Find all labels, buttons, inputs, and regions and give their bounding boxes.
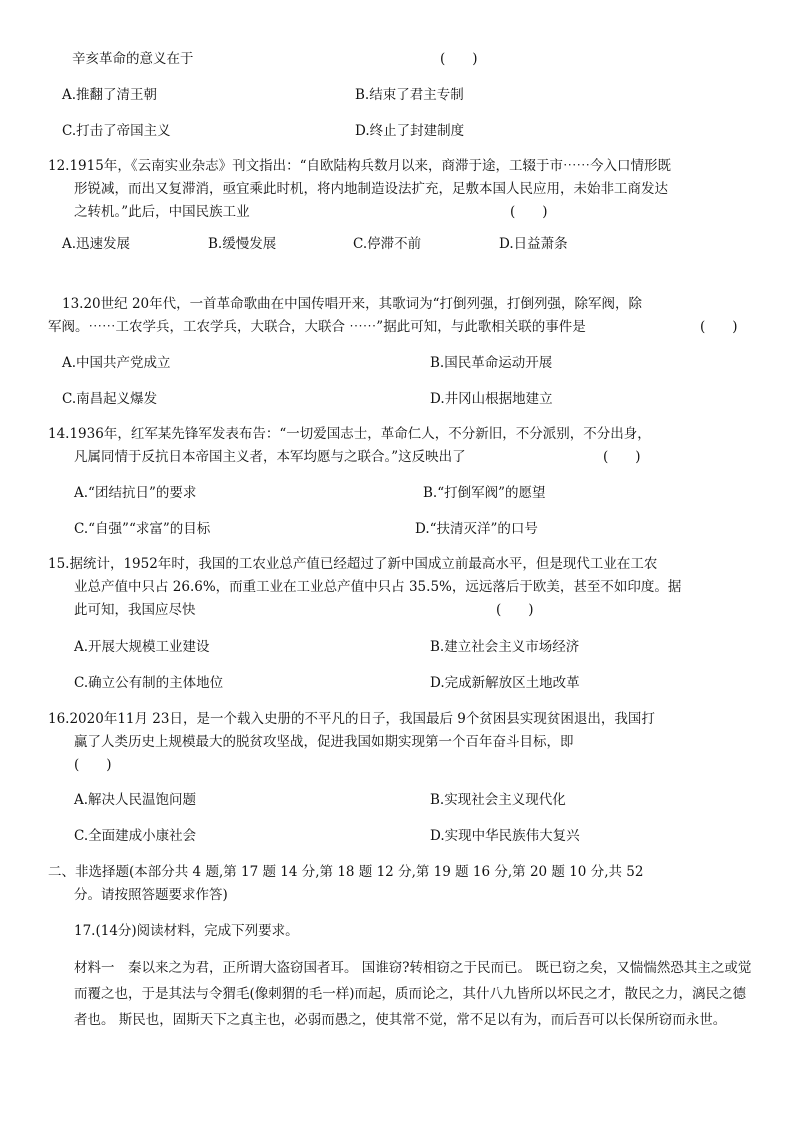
q11-option-b: B.结束了君主专制: [355, 87, 464, 103]
q17-material-1: 材料一 秦以来之为君，正所谓大盗窃国者耳。 国谁窃?转相窃之于民而已。 既已窃之矣，又惴惴然恐其主之或觉而覆之也，于是其法与令猬毛(像刺猬的毛一样)而起，质而论之，其什八九皆所以坏民之才，散民之力，漓民之德者也。 斯民也，固斯天下之真主也，必弱而愚之，使其常不觉，常不足以有为，而后吾可以长保所窃而永世。: [74, 960, 752, 1028]
q11-answer-paren: ( ): [440, 51, 478, 67]
section2-heading-line-2: 分。请按照答题要求作答): [74, 887, 228, 903]
q14-option-c: C.“自强”“求富”的目标: [74, 521, 211, 537]
q15-option-b: B.建立社会主义市场经济: [430, 639, 580, 655]
q11-option-c: C.打击了帝国主义: [62, 123, 171, 139]
q13-option-a: A.中国共产党成立: [62, 355, 171, 371]
q16-line-1: 16.2020年11月 23日，是一个载入史册的不平凡的日子，我国最后 9个贫困县实现贫困退出，我国打: [48, 711, 655, 727]
q17-stem: 17.(14分)阅读材料，完成下列要求。: [74, 923, 299, 939]
q13-option-d: D.井冈山根据地建立: [430, 391, 553, 407]
q14-answer-paren: ( ): [603, 449, 641, 465]
q12-line-3: 之转机。”此后，中国民族工业: [74, 204, 250, 220]
q15-answer-paren: ( ): [496, 602, 534, 618]
q14-option-d: D.“扶清灭洋”的口号: [415, 521, 538, 537]
section2-heading-line-1: 二、非选择题(本部分共 4 题,第 17 题 14 分,第 18 题 12 分,第 19 题 16 分,第 20 题 10 分,共 52: [48, 864, 644, 880]
q16-answer-paren: ( ): [74, 757, 112, 773]
q16-option-d: D.实现中华民族伟大复兴: [430, 828, 580, 844]
q16-option-a: A.解决人民温饱问题: [74, 792, 197, 808]
q14-option-b: B.“打倒军阀”的愿望: [423, 485, 546, 501]
q14-option-a: A.“团结抗日”的要求: [74, 485, 197, 501]
q12-option-c: C.停滞不前: [353, 236, 422, 252]
q12-option-d: D.日益萧条: [499, 236, 568, 252]
q11-stem: 辛亥革命的意义在于: [72, 51, 194, 67]
q13-line-2: 军阀。⋯⋯工农学兵，工农学兵，大联合，大联合 ⋯⋯”据此可知，与此歌相关联的事件是: [48, 319, 586, 335]
q16-option-b: B.实现社会主义现代化: [430, 792, 566, 808]
q12-answer-paren: ( ): [510, 204, 548, 220]
q15-option-a: A.开展大规模工业建设: [74, 639, 210, 655]
q12-line-2: 形锐减，而出又复滞消，亟宜乘此时机，将内地制造设法扩充，足敷本国人民应用，未始非工商发达: [74, 181, 668, 197]
q15-line-3: 此可知，我国应尽快: [74, 602, 196, 618]
q16-option-c: C.全面建成小康社会: [74, 828, 197, 844]
q11-option-a: A.推翻了清王朝: [62, 87, 158, 103]
q13-option-b: B.国民革命运动开展: [430, 355, 553, 371]
q16-line-2: 赢了人类历史上规模最大的脱贫攻坚战，促进我国如期实现第一个百年奋斗目标，即: [74, 734, 574, 750]
q15-line-2: 业总产值中只占 26.6%，而重工业在工业总产值中只占 35.5%，远远落后于欧美，甚至不如印度。据: [74, 579, 682, 595]
q15-line-1: 15.据统计，1952年时，我国的工农业总产值已经超过了新中国成立前最高水平，但是现代工业在工农: [48, 556, 658, 572]
q12-line-1: 12.1915年，《云南实业杂志》刊文指出：“自欧陆构兵数月以来，商滞于途，工辍于市⋯⋯今入口情形既: [48, 158, 671, 174]
q15-option-c: C.确立公有制的主体地位: [74, 675, 224, 691]
q13-line-1: 13.20世纪 20年代，一首革命歌曲在中国传唱开来，其歌词为“打倒列强，打倒列强，除军阀，除: [62, 296, 643, 312]
q12-option-a: A.迅速发展: [62, 236, 131, 252]
q13-option-c: C.南昌起义爆发: [62, 391, 158, 407]
q11-option-d: D.终止了封建制度: [355, 123, 465, 139]
q15-option-d: D.完成新解放区土地改革: [430, 675, 580, 691]
q14-line-1: 14.1936年，红军某先锋军发表布告：“一切爱国志士，革命仁人，不分新旧，不分派别，不分出身，: [48, 426, 651, 442]
q14-line-2: 凡属同情于反抗日本帝国主义者，本军均愿与之联合。”这反映出了: [74, 449, 466, 465]
q13-answer-paren: ( ): [700, 319, 738, 335]
q12-option-b: B.缓慢发展: [208, 236, 277, 252]
